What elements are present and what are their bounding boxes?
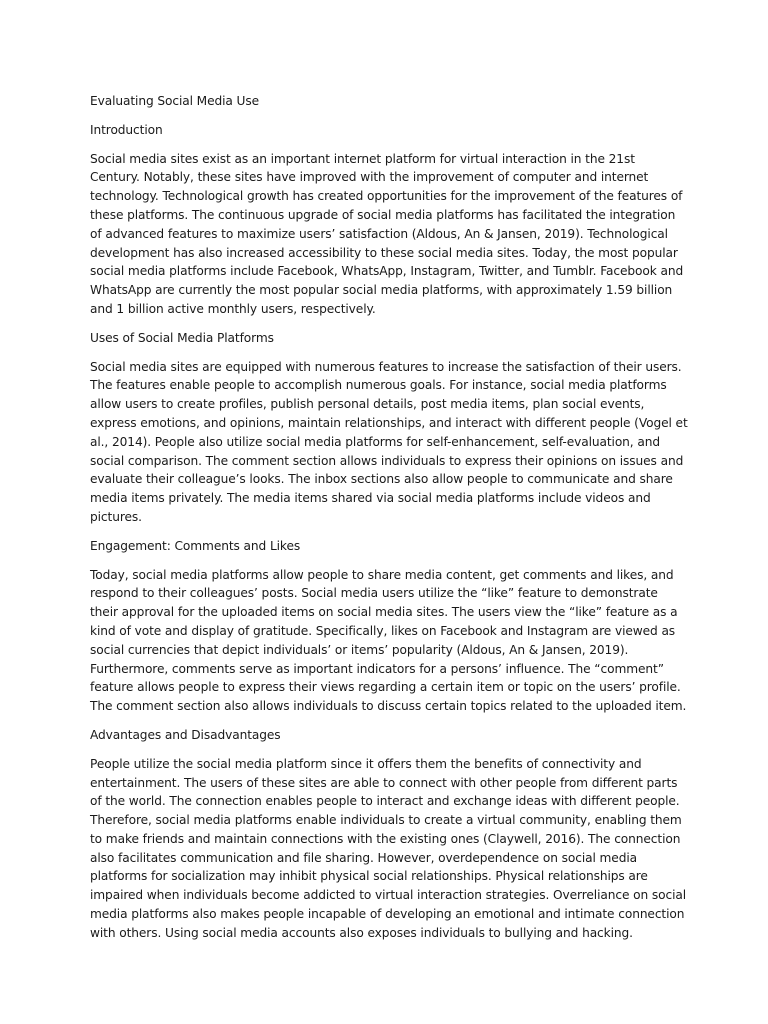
section-paragraph-engagement: Today, social media platforms allow people to share media content, get comments and likes, and respond to their colleagues’ posts. Social media users utilize the “like” feature to demonstrate their approval for the uploaded items on social media sites. The users view the “like” feature as a kind of vote and display of gratitude. Specifically, likes on Facebook and Instagram are viewed as social currencies that depict individuals’ or items’ popularity (Aldous, An & Jansen, 2019). Furthermore, comments serve as important indicators for a persons’ influence. The “comment” feature allows people to express their views regarding a certain item or topic on the users’ profile. The comment section also allows individuals to discuss certain topics related to the uploaded item. <box>90 567 687 714</box>
section-heading-engagement: Engagement: Comments and Likes <box>90 538 301 553</box>
document-body <box>90 92 688 953</box>
section-heading-uses: Uses of Social Media Platforms <box>90 330 274 345</box>
document-title: Evaluating Social Media Use <box>90 94 260 108</box>
section-heading-introduction: Introduction <box>90 122 163 137</box>
section-paragraph-introduction: Social media sites exist as an important internet platform for virtual interaction in the 21st Century. Notably, these sites have improved with the improvement of computer and internet technology. Technological growth has created opportunities for the improvement of the features of these platforms. The continuous upgrade of social media platforms has facilitated the integration of advanced features to maximize users’ satisfaction (Aldous, An & Jansen, 2019). Technological development has also increased accessibility to these social media sites. Today, the most popular social media platforms include Facebook, WhatsApp, Instagram, Twitter, and Tumblr. Facebook and WhatsApp are currently the most popular social media platforms, with approximately 1.59 billion and 1 billion active monthly users, respectively. <box>90 151 684 316</box>
section-heading-advantages: Advantages and Disadvantages <box>90 727 281 742</box>
section-paragraph-advantages: People utilize the social media platform since it offers them the benefits of connectivity and entertainment. The users of these sites are able to connect with other people from different parts of the world. The connection enables people to interact and exchange ideas with different people. Therefore, social media platforms enable individuals to create a virtual community, enabling them to make friends and maintain connections with the existing ones (Claywell, 2016). The connection also facilitates communication and file sharing. However, overdependence on social media platforms for socialization may inhibit physical social relationships. Physical relationships are impaired when individuals become addicted to virtual interaction strategies. Overreliance on social media platforms also makes people incapable of developing an emotional and intimate connection with others. Using social media accounts also exposes individuals to bullying and hacking. <box>90 756 687 940</box>
section-paragraph-uses: Social media sites are equipped with numerous features to increase the satisfaction of their users. The features enable people to accomplish numerous goals. For instance, social media platforms allow users to create profiles, publish personal details, post media items, plan social events, express emotions, and opinions, maintain relationships, and interact with different people (Vogel et al., 2014). People also utilize social media platforms for self-enhancement, self-evaluation, and social comparison. The comment section allows individuals to express their opinions on issues and evaluate their colleague’s looks. The inbox sections also allow people to communicate and share media items privately. The media items shared via social media platforms include videos and pictures. <box>90 359 688 524</box>
